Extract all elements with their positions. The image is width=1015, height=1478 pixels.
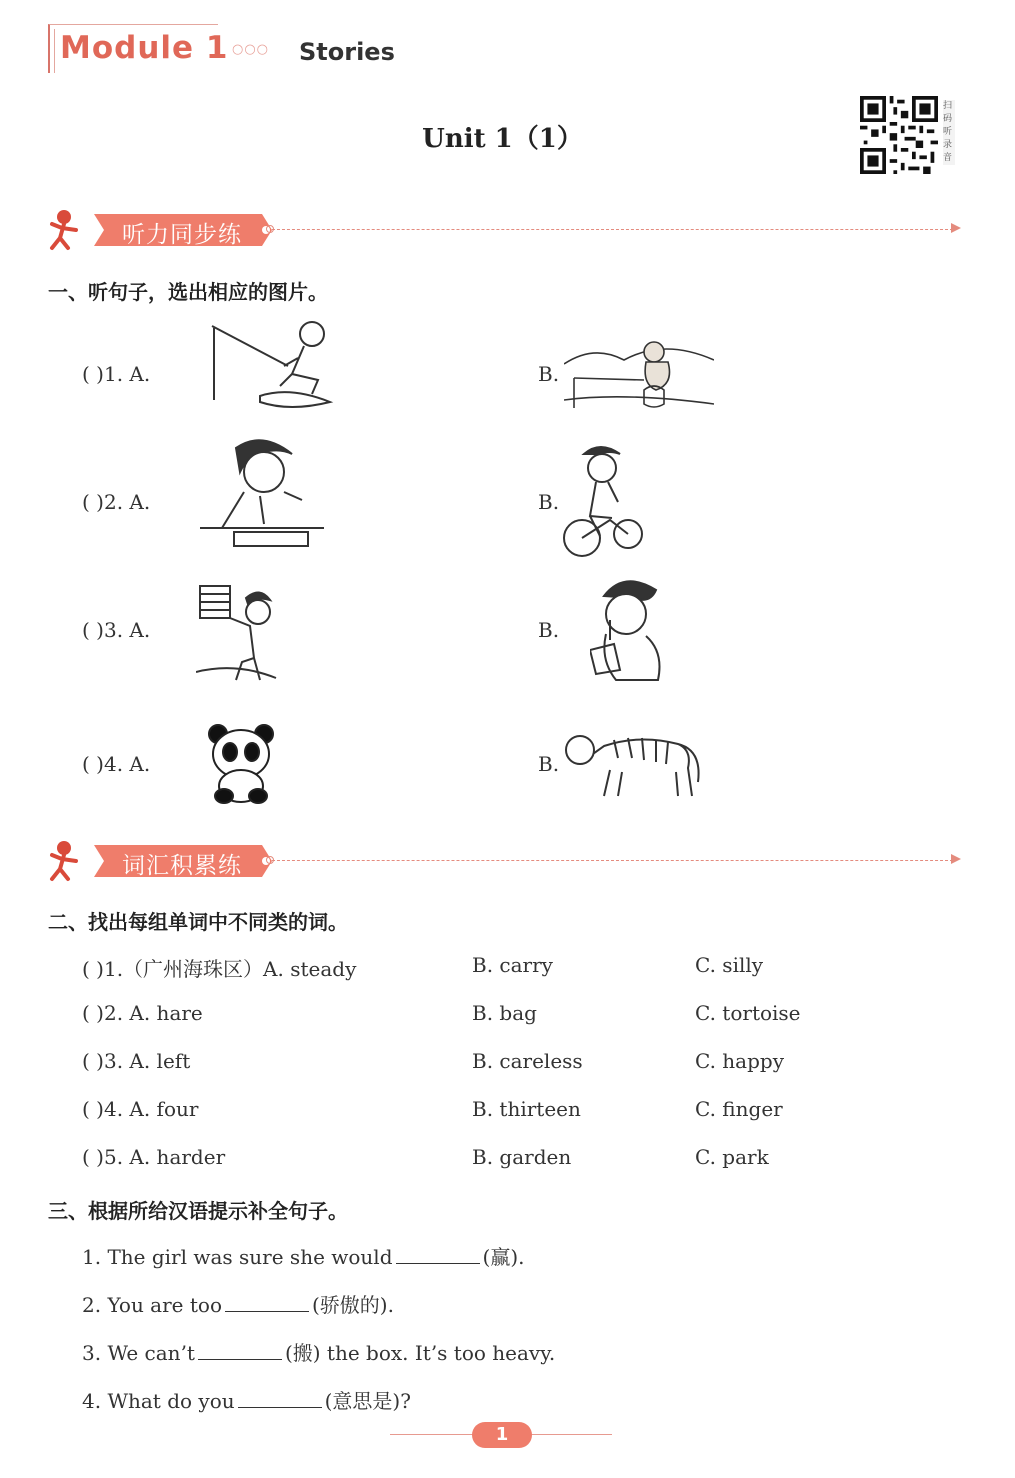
part2-row-3-b: B. careless [472, 1049, 583, 1073]
section-banner-vocab [46, 839, 961, 883]
part2-row-1-b: B. carry [472, 953, 553, 977]
part2-row-5-b: B. garden [472, 1145, 572, 1169]
sentence-text: 1. The girl was sure she would [82, 1245, 393, 1269]
part2-row-4: ( )4. A. four [82, 1097, 199, 1121]
part1-item-4: ( )4. A. [82, 752, 151, 776]
part2-row-4-b: B. thirteen [472, 1097, 581, 1121]
part3-item-1 [82, 1241, 524, 1270]
part1-item-3-b: B. [538, 618, 560, 642]
answer-blank[interactable] [225, 1293, 309, 1312]
part1-item-2-b: B. [538, 490, 560, 514]
arrow-right-icon [951, 854, 961, 864]
sentence-text: 4. What do you [82, 1389, 235, 1413]
section-banner-listening [46, 208, 961, 252]
part2-row-5: ( )5. A. harder [82, 1145, 226, 1169]
part2-row-2-b: B. bag [472, 1001, 537, 1025]
qr-label: 扫码听录音 [943, 100, 955, 165]
part2-row-3-c: C. happy [695, 1049, 785, 1073]
module-title: Module 1 [60, 30, 229, 66]
qr-code-icon[interactable] [860, 96, 938, 174]
boy-on-phone-image [590, 574, 664, 684]
part1-heading: 一、听句子，选出相应的图片。 [48, 280, 328, 304]
panda-image [206, 722, 276, 804]
part2-row-2-c: C. tortoise [695, 1001, 801, 1025]
part1-item-3: ( )3. A. [82, 618, 151, 642]
part2-row-4-c: C. finger [695, 1097, 783, 1121]
boy-carrying-books-image [196, 582, 278, 686]
sentence-text: 3. We can’t [82, 1341, 195, 1365]
part2-row-1: ( )1.（广州海珠区）A. steady [82, 957, 357, 981]
part2-row-3: ( )3. A. left [82, 1049, 191, 1073]
part1-item-2: ( )2. A. [82, 490, 151, 514]
banner-dashed-line [272, 229, 953, 230]
page-number: 1 [472, 1422, 532, 1448]
arrow-right-icon [951, 223, 961, 233]
part3-item-2 [82, 1289, 394, 1318]
module-dots: ○○○ [232, 42, 270, 57]
fishing-bear-image [564, 334, 714, 414]
sentence-hint: (搬) the box. It’s too heavy. [284, 1341, 556, 1365]
answer-blank[interactable] [396, 1245, 480, 1264]
sentence-text: 2. You are too [82, 1293, 222, 1317]
part2-heading: 二、找出每组单词中不同类的词。 [48, 910, 348, 934]
unit-title: Unit 1（1） [422, 124, 583, 154]
fishing-boy-image [200, 316, 335, 408]
section-label-listening: 听力同步练 [122, 222, 242, 248]
cutting-boy-image [200, 432, 328, 552]
part3-item-3 [82, 1337, 555, 1366]
part3-item-4 [82, 1385, 411, 1414]
section-label-vocab: 词汇积累练 [122, 853, 242, 879]
part1-item-1: ( )1. A. [82, 362, 151, 386]
sentence-hint: (意思是)? [324, 1389, 411, 1413]
banner-dashed-line [272, 860, 953, 861]
tiger-image [560, 726, 706, 800]
part1-item-4-b: B. [538, 752, 560, 776]
answer-blank[interactable] [238, 1389, 322, 1408]
sentence-hint: (赢). [482, 1245, 525, 1269]
part2-row-1-c: C. silly [695, 953, 764, 977]
module-subtitle: Stories [299, 38, 395, 66]
part2-row-2: ( )2. A. hare [82, 1001, 203, 1025]
part2-row-5-c: C. park [695, 1145, 769, 1169]
part3-heading: 三、根据所给汉语提示补全句子。 [48, 1199, 348, 1223]
cycling-boy-image [560, 440, 650, 562]
part1-item-1-b: B. [538, 362, 560, 386]
sentence-hint: (骄傲的). [311, 1293, 394, 1317]
answer-blank[interactable] [198, 1341, 282, 1360]
